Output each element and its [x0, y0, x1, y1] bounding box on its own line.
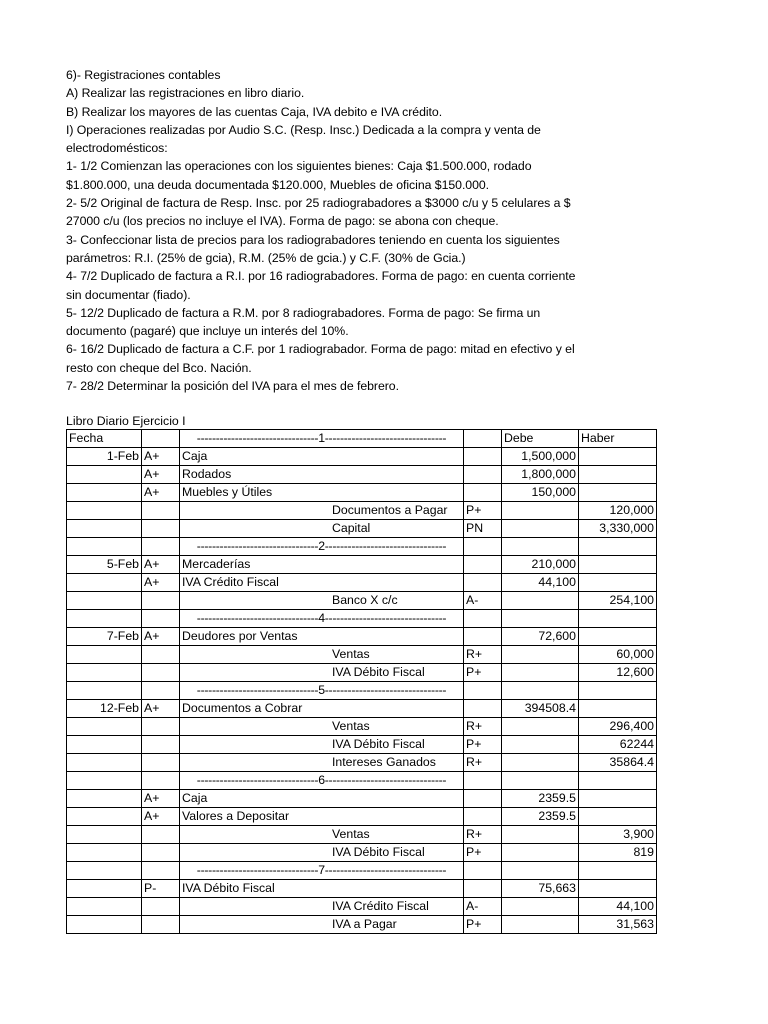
cell-tipo2 — [464, 484, 502, 502]
table-row — [67, 628, 657, 646]
table-row — [67, 466, 657, 484]
cell-haber — [579, 574, 657, 592]
cell-tipo2 — [464, 628, 502, 646]
cell-cuenta: Ventas — [180, 826, 464, 844]
cell-haber: 296,400 — [579, 718, 657, 736]
entry-separator: --------------------------------2-------------------------------- — [180, 538, 464, 556]
cell-cuenta: IVA Débito Fiscal — [180, 844, 464, 862]
cell-haber — [579, 610, 657, 628]
cell-fecha: 5-Feb — [67, 556, 142, 574]
cell-debe — [502, 772, 579, 790]
table-row — [67, 646, 657, 664]
cell-tipo2 — [464, 772, 502, 790]
cell-tipo — [142, 502, 180, 520]
table-row — [67, 700, 657, 718]
cell-tipo — [142, 718, 180, 736]
header-fecha: Fecha — [67, 430, 142, 448]
cell-haber: 12,600 — [579, 664, 657, 682]
table-row — [67, 790, 657, 808]
cell-fecha — [67, 538, 142, 556]
cell-tipo: A+ — [142, 574, 180, 592]
cell-tipo: A+ — [142, 484, 180, 502]
cell-tipo — [142, 646, 180, 664]
cell-fecha — [67, 610, 142, 628]
cell-tipo2: P+ — [464, 916, 502, 934]
cell-cuenta: Mercaderías — [180, 556, 464, 574]
cell-debe: 72,600 — [502, 628, 579, 646]
cell-debe: 2359.5 — [502, 790, 579, 808]
cell-tipo — [142, 682, 180, 700]
statement-line: parámetros: R.I. (25% de gcia), R.M. (25% de gcia.) y C.F. (30% de Gcia.) — [66, 250, 466, 265]
cell-fecha — [67, 754, 142, 772]
cell-fecha — [67, 772, 142, 790]
cell-tipo: A+ — [142, 628, 180, 646]
cell-fecha — [67, 718, 142, 736]
header-tipo2 — [464, 430, 502, 448]
cell-debe: 2359.5 — [502, 808, 579, 826]
cell-tipo — [142, 754, 180, 772]
statement-line: A) Realizar las registraciones en libro diario. — [66, 86, 305, 101]
cell-debe — [502, 718, 579, 736]
cell-haber — [579, 538, 657, 556]
table-row — [67, 592, 657, 610]
cell-tipo2: A- — [464, 592, 502, 610]
cell-debe: 44,100 — [502, 574, 579, 592]
cell-fecha — [67, 682, 142, 700]
cell-tipo — [142, 826, 180, 844]
statement-line: 5- 12/2 Duplicado de factura a R.M. por 8 radiograbadores. Forma de pago: Se firma un — [66, 305, 541, 320]
cell-debe — [502, 682, 579, 700]
cell-fecha — [67, 844, 142, 862]
header-haber: Haber — [579, 430, 657, 448]
entry-separator: --------------------------------4-------------------------------- — [180, 610, 464, 628]
cell-fecha: 1-Feb — [67, 448, 142, 466]
cell-tipo2: A- — [464, 898, 502, 916]
cell-fecha — [67, 880, 142, 898]
cell-cuenta: IVA Crédito Fiscal — [180, 574, 464, 592]
cell-fecha: 7-Feb — [67, 628, 142, 646]
statement-line: 2- 5/2 Original de factura de Resp. Insc. por 25 radiograbadores a $3000 c/u y 5 celulares a $ — [66, 196, 571, 211]
cell-haber — [579, 556, 657, 574]
table-row — [67, 916, 657, 934]
cell-tipo — [142, 898, 180, 916]
cell-tipo: A+ — [142, 466, 180, 484]
cell-tipo2 — [464, 682, 502, 700]
entry-separator: --------------------------------6-------------------------------- — [180, 772, 464, 790]
cell-fecha — [67, 790, 142, 808]
table-row — [67, 502, 657, 520]
cell-fecha — [67, 808, 142, 826]
table-row — [67, 736, 657, 754]
statement-line: 7- 28/2 Determinar la posición del IVA para el mes de febrero. — [66, 379, 399, 394]
cell-haber: 44,100 — [579, 898, 657, 916]
cell-cuenta: Valores a Depositar — [180, 808, 464, 826]
cell-cuenta: IVA Crédito Fiscal — [180, 898, 464, 916]
cell-fecha — [67, 592, 142, 610]
cell-tipo — [142, 736, 180, 754]
cell-cuenta: IVA Débito Fiscal — [180, 664, 464, 682]
cell-fecha — [67, 502, 142, 520]
table-row — [67, 538, 657, 556]
statement-line: sin documentar (fiado). — [66, 287, 191, 302]
cell-haber: 60,000 — [579, 646, 657, 664]
statement-line: electrodomésticos: — [66, 141, 168, 156]
cell-tipo2 — [464, 808, 502, 826]
cell-cuenta: IVA Débito Fiscal — [180, 880, 464, 898]
cell-tipo2: P+ — [464, 844, 502, 862]
cell-fecha — [67, 736, 142, 754]
cell-tipo2: P+ — [464, 664, 502, 682]
cell-tipo2: R+ — [464, 826, 502, 844]
cell-fecha — [67, 520, 142, 538]
cell-haber — [579, 448, 657, 466]
header-tipo — [142, 430, 180, 448]
cell-haber — [579, 682, 657, 700]
table-title: Libro Diario Ejercicio I — [66, 414, 186, 428]
cell-tipo2 — [464, 880, 502, 898]
table-row — [67, 718, 657, 736]
header-debe: Debe — [502, 430, 579, 448]
cell-fecha — [67, 862, 142, 880]
cell-debe — [502, 844, 579, 862]
cell-cuenta: Rodados — [180, 466, 464, 484]
cell-haber — [579, 880, 657, 898]
table-header-row — [67, 430, 657, 448]
table-row — [67, 682, 657, 700]
cell-fecha — [67, 826, 142, 844]
cell-tipo — [142, 862, 180, 880]
cell-tipo — [142, 772, 180, 790]
cell-tipo2 — [464, 448, 502, 466]
cell-debe — [502, 862, 579, 880]
statement-line: I) Operaciones realizadas por Audio S.C. (Resp. Insc.) Dedicada a la compra y venta de — [66, 122, 541, 137]
cell-debe — [502, 754, 579, 772]
cell-debe — [502, 520, 579, 538]
table-row — [67, 664, 657, 682]
cell-tipo2 — [464, 466, 502, 484]
cell-tipo — [142, 916, 180, 934]
cell-cuenta: Intereses Ganados — [180, 754, 464, 772]
cell-tipo: A+ — [142, 790, 180, 808]
cell-debe — [502, 898, 579, 916]
cell-tipo — [142, 538, 180, 556]
cell-cuenta: IVA Débito Fiscal — [180, 736, 464, 754]
cell-tipo — [142, 592, 180, 610]
cell-tipo2 — [464, 700, 502, 718]
cell-haber — [579, 484, 657, 502]
table-row — [67, 754, 657, 772]
cell-haber: 62244 — [579, 736, 657, 754]
cell-haber: 120,000 — [579, 502, 657, 520]
cell-tipo2 — [464, 556, 502, 574]
cell-tipo2 — [464, 862, 502, 880]
cell-tipo2 — [464, 610, 502, 628]
cell-haber: 3,900 — [579, 826, 657, 844]
header-separator: --------------------------------1-------------------------------- — [180, 430, 464, 448]
cell-haber — [579, 628, 657, 646]
cell-haber: 31,563 — [579, 916, 657, 934]
cell-tipo: A+ — [142, 556, 180, 574]
cell-debe — [502, 826, 579, 844]
cell-cuenta: Deudores por Ventas — [180, 628, 464, 646]
cell-cuenta: Ventas — [180, 646, 464, 664]
table-row — [67, 448, 657, 466]
cell-tipo — [142, 520, 180, 538]
table-row — [67, 484, 657, 502]
cell-fecha: 12-Feb — [67, 700, 142, 718]
table-row — [67, 844, 657, 862]
cell-cuenta: IVA a Pagar — [180, 916, 464, 934]
cell-tipo2: R+ — [464, 754, 502, 772]
table-row — [67, 862, 657, 880]
table-row — [67, 880, 657, 898]
cell-debe — [502, 916, 579, 934]
cell-debe — [502, 592, 579, 610]
table-row — [67, 520, 657, 538]
cell-fecha — [67, 916, 142, 934]
cell-debe: 1,800,000 — [502, 466, 579, 484]
entry-separator: --------------------------------5-------------------------------- — [180, 682, 464, 700]
cell-haber: 35864.4 — [579, 754, 657, 772]
cell-haber — [579, 466, 657, 484]
cell-fecha — [67, 664, 142, 682]
cell-tipo: A+ — [142, 448, 180, 466]
statement-line: B) Realizar los mayores de las cuentas Caja, IVA debito e IVA crédito. — [66, 104, 443, 119]
cell-tipo: A+ — [142, 700, 180, 718]
cell-tipo — [142, 844, 180, 862]
cell-tipo2 — [464, 538, 502, 556]
table-row — [67, 610, 657, 628]
cell-fecha — [67, 898, 142, 916]
cell-debe: 75,663 — [502, 880, 579, 898]
cell-debe: 210,000 — [502, 556, 579, 574]
cell-cuenta: Ventas — [180, 718, 464, 736]
cell-tipo2: R+ — [464, 718, 502, 736]
cell-debe — [502, 538, 579, 556]
cell-cuenta: Caja — [180, 790, 464, 808]
cell-debe: 1,500,000 — [502, 448, 579, 466]
table-row — [67, 826, 657, 844]
statement-line: 6- 16/2 Duplicado de factura a C.F. por 1 radiograbador. Forma de pago: mitad en efectivo y el — [66, 342, 575, 357]
statement-line: resto con cheque del Bco. Nación. — [66, 360, 252, 375]
cell-cuenta: Documentos a Cobrar — [180, 700, 464, 718]
journal-table — [66, 429, 657, 934]
table-row — [67, 574, 657, 592]
table-row — [67, 556, 657, 574]
cell-cuenta: Documentos a Pagar — [180, 502, 464, 520]
statement-line: 6)- Registraciones contables — [66, 68, 221, 82]
cell-cuenta: Caja — [180, 448, 464, 466]
exercise-statement — [66, 66, 706, 395]
cell-haber: 254,100 — [579, 592, 657, 610]
statement-line: documento (pagaré) que incluye un interés del 10%. — [66, 324, 349, 339]
cell-tipo2: P+ — [464, 502, 502, 520]
cell-debe — [502, 664, 579, 682]
cell-tipo2 — [464, 574, 502, 592]
cell-tipo — [142, 664, 180, 682]
cell-cuenta: Muebles y Útiles — [180, 484, 464, 502]
statement-line: 27000 c/u (los precios no incluye el IVA). Forma de pago: se abona con cheque. — [66, 214, 499, 229]
cell-tipo2: PN — [464, 520, 502, 538]
cell-debe: 394508.4 — [502, 700, 579, 718]
cell-haber: 819 — [579, 844, 657, 862]
cell-cuenta: Capital — [180, 520, 464, 538]
entry-separator: --------------------------------7-------------------------------- — [180, 862, 464, 880]
cell-debe — [502, 610, 579, 628]
table-row — [67, 808, 657, 826]
cell-fecha — [67, 466, 142, 484]
cell-tipo2 — [464, 790, 502, 808]
cell-tipo2: R+ — [464, 646, 502, 664]
cell-haber — [579, 808, 657, 826]
cell-debe — [502, 736, 579, 754]
cell-debe: 150,000 — [502, 484, 579, 502]
table-row — [67, 898, 657, 916]
cell-fecha — [67, 646, 142, 664]
cell-haber — [579, 700, 657, 718]
table-row — [67, 772, 657, 790]
cell-tipo: P- — [142, 880, 180, 898]
cell-haber — [579, 790, 657, 808]
cell-tipo2: P+ — [464, 736, 502, 754]
cell-tipo — [142, 610, 180, 628]
cell-haber — [579, 772, 657, 790]
cell-debe — [502, 502, 579, 520]
statement-line: $1.800.000, una deuda documentada $120.000, Muebles de oficina $150.000. — [66, 177, 490, 192]
statement-line: 1- 1/2 Comienzan las operaciones con los siguientes bienes: Caja $1.500.000, rodado — [66, 159, 532, 174]
cell-haber: 3,330,000 — [579, 520, 657, 538]
cell-debe — [502, 646, 579, 664]
cell-tipo: A+ — [142, 808, 180, 826]
cell-haber — [579, 862, 657, 880]
cell-fecha — [67, 574, 142, 592]
cell-cuenta: Banco X c/c — [180, 592, 464, 610]
statement-line: 3- Confeccionar lista de precios para los radiograbadores teniendo en cuenta los siguientes — [66, 232, 560, 247]
cell-fecha — [67, 484, 142, 502]
statement-line: 4- 7/2 Duplicado de factura a R.I. por 16 radiograbadores. Forma de pago: en cuenta corriente — [66, 269, 576, 284]
